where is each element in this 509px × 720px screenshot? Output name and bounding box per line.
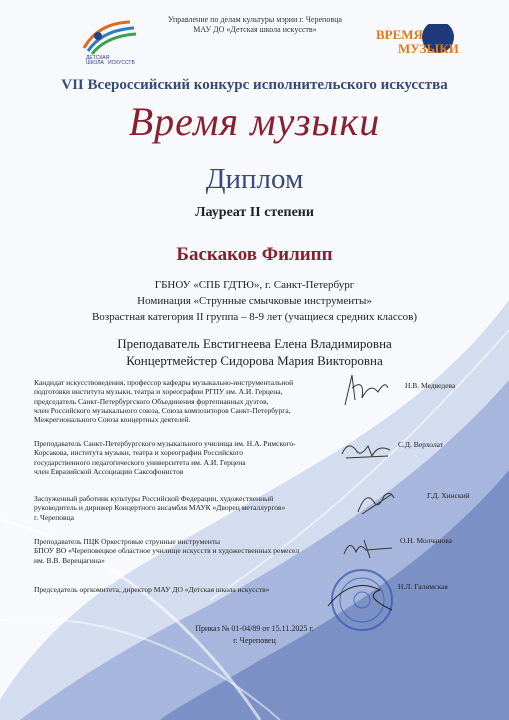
jury-member-5-title: Председатель оргкомитета, директор МАУ ДО «Детская школа искусств» [34, 585, 270, 594]
jury-member-1-title: Кандидат искусствоведения, профессор кафедры музыкально-инструментальной подготовки института музыки, театра и хореографии РГПУ им. А.И. Герцена, председатель Санкт-Петербургского Объединения фортепианных дуэтов, член Российского музыкального союза, Союза композиторов Санкт-Петербурга, Межрегионального Союза концертных деятелей. [34, 378, 294, 425]
right-logo-word1: ВРЕМЯ [376, 27, 423, 42]
participant-category: Возрастная категория II группа – 8-9 лет (учащиеся средних классов) [91, 311, 418, 323]
right-logo-word2: МУЗЫКИ [398, 41, 459, 56]
accompanist: Концертмейстер Сидорова Мария Викторовна [126, 353, 383, 368]
header-line-1: Управление по делам культуры мэрии г. Череповца [168, 15, 342, 24]
participant-school: ГБНОУ «СПБ ГДТЮ», г. Санкт-Петербург [154, 279, 355, 291]
participant-name: Баскаков Филипп [176, 244, 333, 265]
diploma-word: Диплом [205, 163, 304, 195]
laureate-degree: Лауреат II степени [195, 205, 314, 220]
teacher: Преподаватель Евстигнеева Елена Владимировна [117, 336, 392, 351]
signature-1 [340, 370, 390, 410]
signature-2 [338, 436, 396, 464]
city: г. Череповец [233, 636, 276, 645]
contest-name: VII Всероссийский конкурс исполнительского искусства [61, 77, 448, 93]
header-line-2: МАУ ДО «Детская школа искусств» [193, 25, 317, 34]
school-logo [78, 18, 140, 64]
jury-member-2-title: Преподаватель Санкт-Петербургского музыкального училища им. Н.А. Римского- Корсакова, института музыки, театра и хореографии Российского государственного педагогического университета им. А.И. Герцена член Евразийской Ассоциации Саксофонистов [34, 439, 296, 476]
jury-member-3-name: Г.Д. Хинский [427, 491, 470, 500]
participant-nomination: Номинация «Струнные смычковые инструменты» [137, 295, 372, 307]
jury-member-3-title: Заслуженный работник культуры Российской Федерации, художественный руководитель и дирижер Концертного ансамбля МАУК «Дворец металлургов» г. Череповца [34, 494, 286, 522]
left-logo-line2: ШКОЛА [86, 60, 104, 64]
jury-member-4-name: О.Н. Молчанова [400, 536, 452, 545]
jury-member-1-name: Н.В. Медведева [405, 381, 456, 390]
left-logo-line1: ДЕТСКАЯ [86, 55, 110, 61]
jury-member-5-name: Н.Л. Галимская [398, 582, 448, 591]
order-number: Приказ № 01-04/89 от 15.11.2025 г. [195, 624, 314, 633]
jury-member-2-name: С.Д. Верхолат [398, 440, 444, 449]
signature-3 [352, 484, 398, 520]
signature-4 [340, 534, 398, 562]
diploma-title: Время музыки [128, 99, 381, 144]
left-logo-line3: ИСКУССТВ [108, 60, 135, 64]
contest-logo [372, 24, 468, 58]
jury-member-4-title: Преподаватель ПЦК Оркестровые струнные инструменты БПОУ ВО «Череповецкое областное училище искусств и художественных ремесел им. В.В. Верещагина» [34, 537, 300, 565]
